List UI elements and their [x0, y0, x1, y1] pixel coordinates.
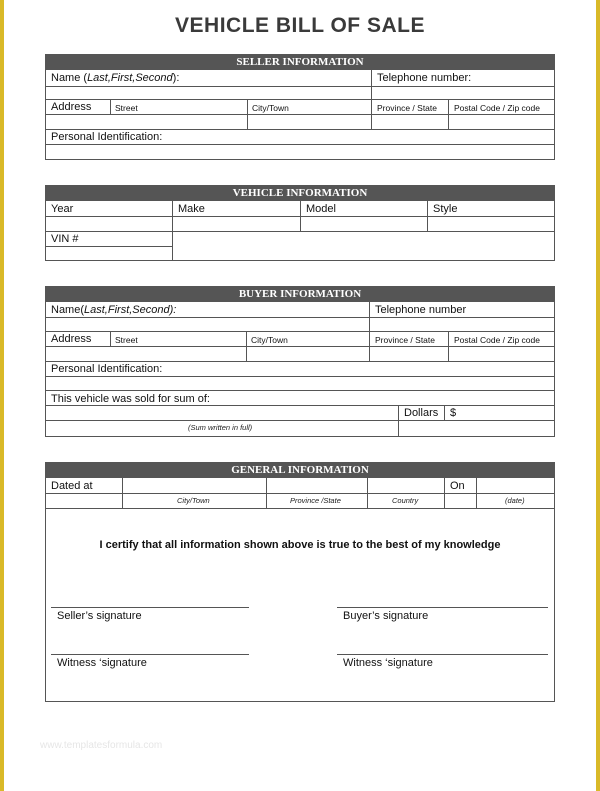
seller-address-label: Address: [51, 101, 92, 113]
general-header: GENERAL INFORMATION: [45, 462, 555, 478]
seller-signature-line[interactable]: [51, 607, 249, 608]
buyer-witness-signature-line[interactable]: [337, 654, 548, 655]
buyer-signature-label: Buyer’s signature: [343, 610, 429, 622]
buyer-city-label: City/Town: [251, 335, 288, 345]
dollars-label: Dollars: [404, 407, 439, 419]
certification-statement: I certify that all information shown above is true to the best of my knowledge: [99, 539, 501, 551]
page-title: VEHICLE BILL OF SALE: [175, 14, 425, 37]
seller-province-field[interactable]: [372, 114, 448, 129]
seller-header: SELLER INFORMATION: [45, 54, 555, 70]
date-hint: (date): [505, 496, 525, 505]
seller-personal-id-label: Personal Identification:: [51, 131, 163, 143]
buyer-personal-id-label: Personal Identification:: [51, 363, 163, 375]
seller-telephone-label: Telephone number:: [377, 72, 472, 84]
dated-country-field[interactable]: [368, 478, 444, 493]
sum-in-words-field[interactable]: [46, 405, 398, 420]
buyer-signature-line[interactable]: [337, 607, 548, 608]
sold-for-label: This vehicle was sold for sum of:: [51, 393, 210, 405]
seller-postal-field[interactable]: [449, 114, 554, 129]
seller-city-label: City/Town: [252, 103, 289, 113]
buyer-name-field[interactable]: [46, 317, 369, 331]
buyer-province-field[interactable]: [370, 346, 448, 361]
buyer-street-field[interactable]: [46, 346, 246, 361]
buyer-postal-field[interactable]: [449, 346, 554, 361]
dated-date-field[interactable]: [477, 478, 554, 493]
seller-name-label: Name (Last,First,Second):: [51, 72, 180, 84]
country-hint: Country: [392, 496, 419, 505]
seller-telephone-field[interactable]: [372, 86, 554, 99]
buyer-personal-id-field[interactable]: [46, 376, 554, 390]
buyer-city-field[interactable]: [247, 346, 369, 361]
seller-province-label: Province / State: [377, 103, 438, 113]
vehicle-style-field[interactable]: [428, 216, 554, 231]
buyer-witness-signature-label: Witness ‘signature: [343, 657, 433, 669]
seller-personal-id-field[interactable]: [46, 144, 554, 159]
buyer-address-label: Address: [51, 333, 92, 345]
seller-street-label: Street: [115, 103, 138, 113]
vehicle-style-label: Style: [433, 203, 458, 215]
on-label: On: [450, 480, 465, 492]
dated-at-label: Dated at: [51, 480, 93, 492]
vehicle-year-field[interactable]: [46, 216, 172, 231]
vehicle-vin-field[interactable]: [46, 246, 172, 260]
amount-field[interactable]: [460, 405, 554, 420]
seller-city-field[interactable]: [248, 114, 371, 129]
vehicle-make-label: Make: [178, 203, 205, 215]
vehicle-make-field[interactable]: [173, 216, 300, 231]
seller-witness-signature-label: Witness ‘signature: [57, 657, 147, 669]
buyer-header: BUYER INFORMATION: [45, 286, 555, 302]
seller-witness-signature-line[interactable]: [51, 654, 249, 655]
dated-city-field[interactable]: [123, 478, 266, 493]
seller-postal-label: Postal Code / Zip code: [454, 103, 540, 113]
province-hint: Province /State: [290, 496, 341, 505]
buyer-province-label: Province / State: [375, 335, 436, 345]
dollar-sign-label: $: [450, 407, 457, 419]
city-hint: City/Town: [177, 496, 210, 505]
vehicle-model-field[interactable]: [301, 216, 427, 231]
buyer-telephone-field[interactable]: [370, 317, 554, 331]
seller-street-field[interactable]: [46, 114, 247, 129]
vehicle-vin-label: VIN #: [51, 233, 79, 245]
dated-province-field[interactable]: [267, 478, 367, 493]
vehicle-header: VEHICLE INFORMATION: [45, 185, 555, 201]
watermark: www.templatesformula.com: [40, 740, 163, 751]
vehicle-year-label: Year: [51, 203, 74, 215]
vehicle-notes-field[interactable]: [173, 231, 554, 260]
seller-signature-label: Seller’s signature: [57, 610, 142, 622]
sum-written-hint: (Sum written in full): [188, 423, 253, 432]
vehicle-model-label: Model: [306, 203, 336, 215]
buyer-telephone-label: Telephone number: [375, 304, 467, 316]
buyer-postal-label: Postal Code / Zip code: [454, 335, 540, 345]
buyer-name-label: Name(Last,First,Second):: [51, 304, 177, 316]
buyer-street-label: Street: [115, 335, 138, 345]
seller-name-field[interactable]: [46, 86, 371, 99]
